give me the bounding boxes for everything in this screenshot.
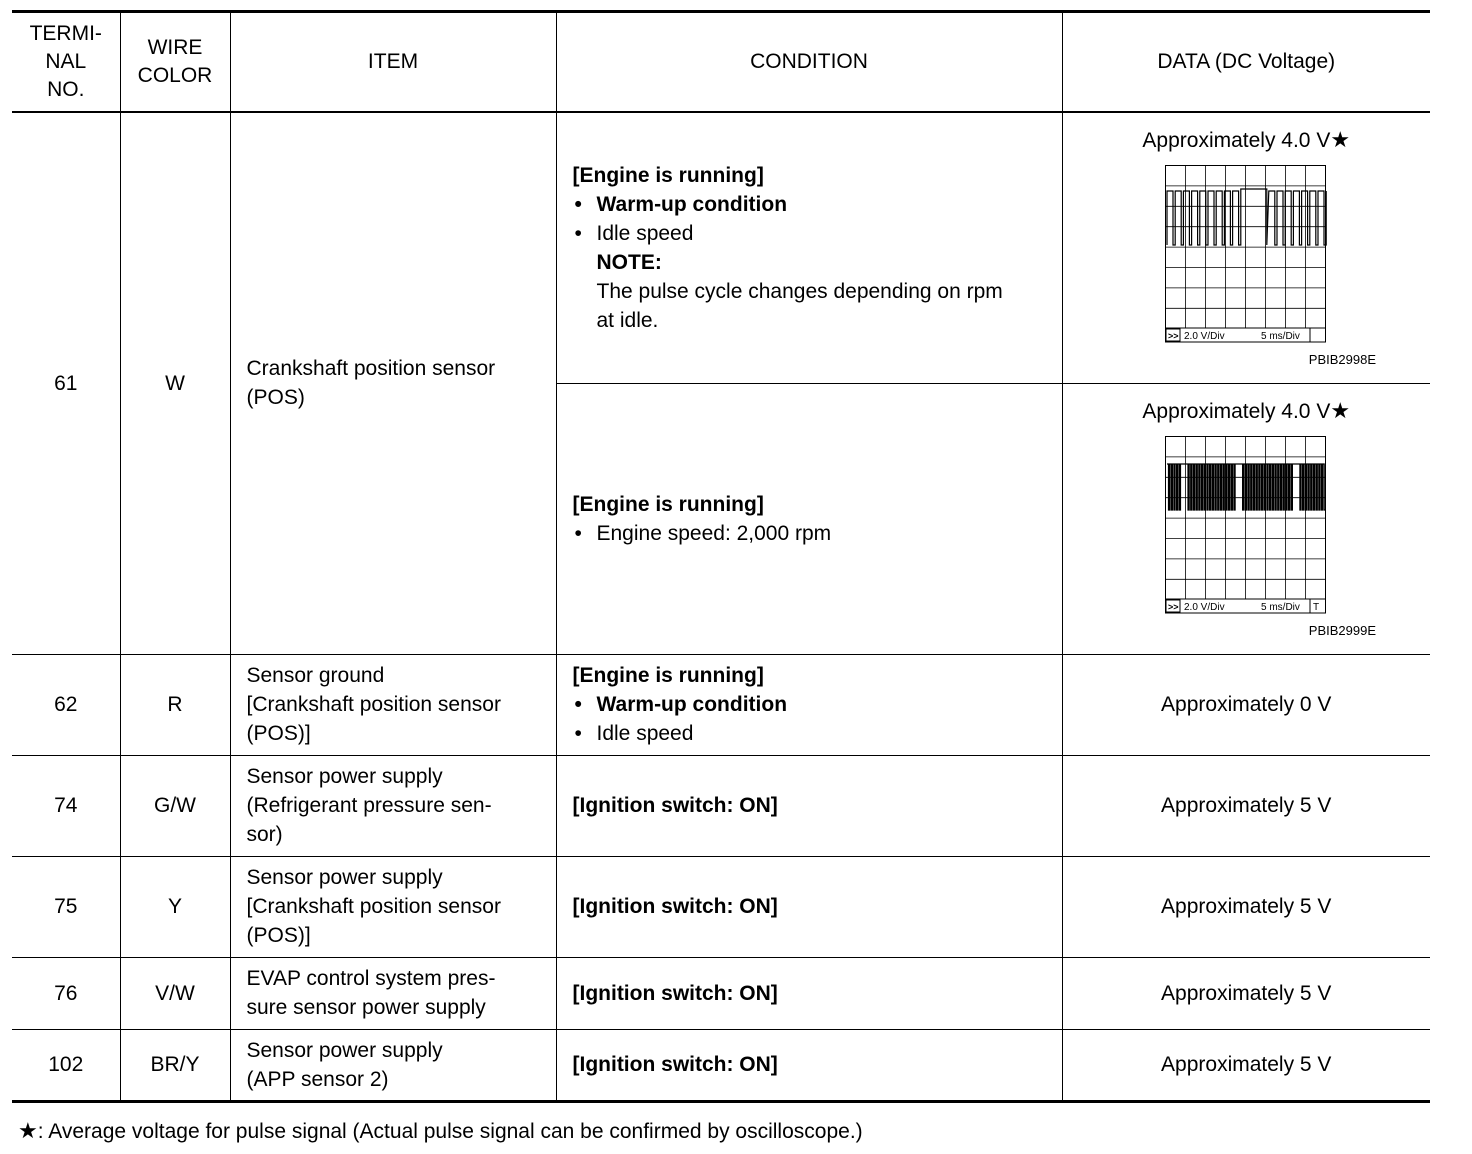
condition-bullet: • Idle speed <box>573 719 1052 748</box>
data-75: Approximately 5 V <box>1062 856 1430 957</box>
data-62: Approximately 0 V <box>1062 654 1430 755</box>
condition-bullet: • Engine speed: 2,000 rpm <box>573 519 1052 548</box>
condition-bullet: • Warm-up condition <box>573 190 1052 219</box>
svg-text:>>: >> <box>1167 330 1179 341</box>
header-terminal: TERMI- NAL NO. <box>12 12 120 112</box>
item-75: Sensor power supply [Crankshaft position sensor (POS)] <box>230 856 556 957</box>
data-102: Approximately 5 V <box>1062 1029 1430 1101</box>
condition-61-2000rpm <box>556 383 1062 654</box>
item-61: Crankshaft position sensor (POS) <box>230 112 556 655</box>
terminal-75: 75 <box>12 856 120 957</box>
wire-102: BR/Y <box>120 1029 230 1101</box>
condition-heading: [Engine is running] <box>572 664 764 687</box>
terminal-74: 74 <box>12 755 120 856</box>
header-wire-color: WIRE COLOR <box>120 12 230 112</box>
condition-heading: [Engine is running] <box>572 163 764 187</box>
note-label: NOTE: <box>596 250 662 274</box>
scale-volts: 2.0 V/Div <box>1183 601 1225 613</box>
item-76: EVAP control system pres- sure sensor power supply <box>230 957 556 1029</box>
header-row <box>12 12 1430 112</box>
condition-62 <box>556 654 1062 755</box>
condition-76: [Ignition switch: ON] <box>556 957 1062 1029</box>
condition-75: [Ignition switch: ON] <box>556 856 1062 957</box>
footnote <box>18 1117 863 1146</box>
data-74: Approximately 5 V <box>1062 755 1430 856</box>
data-76: Approximately 5 V <box>1062 957 1430 1029</box>
condition-bullet: • Idle speed <box>573 219 1052 248</box>
svg-text:>>: >> <box>1167 601 1179 612</box>
condition-bullet: • Warm-up condition <box>573 690 1052 719</box>
figure-id: PBIB2999E <box>1308 622 1376 638</box>
star-icon: ★ <box>18 1118 38 1143</box>
footnote-text: : Average voltage for pulse signal (Actual pulse signal can be confirmed by oscilloscope.) <box>37 1120 863 1143</box>
header-item: ITEM <box>230 12 556 112</box>
trigger-mark: T <box>1312 601 1319 613</box>
terminal-76: 76 <box>12 957 120 1029</box>
star-icon: ★ <box>1330 397 1351 423</box>
item-74: Sensor power supply (Refrigerant pressure sen- sor) <box>230 755 556 856</box>
voltage-value: Approximately 4.0 V <box>1142 399 1331 423</box>
star-icon: ★ <box>1330 126 1351 152</box>
table-row <box>12 1029 1430 1101</box>
terminal-62: 62 <box>12 654 120 755</box>
terminal-102: 102 <box>12 1029 120 1101</box>
wire-61: W <box>120 112 230 655</box>
table-row <box>12 856 1430 957</box>
wire-76: V/W <box>120 957 230 1029</box>
note-text: The pulse cycle changes depending on rpm at idle. <box>596 279 1003 332</box>
scale-volts: 2.0 V/Div <box>1183 330 1225 342</box>
table-row <box>12 755 1430 856</box>
table-row <box>12 957 1430 1029</box>
item-62: Sensor ground [Crankshaft position sensor (POS)] <box>230 654 556 755</box>
oscilloscope-waveform-2000rpm <box>1165 436 1329 616</box>
table-row <box>12 112 1430 384</box>
header-data: DATA (DC Voltage) <box>1062 12 1430 112</box>
scale-time: 5 ms/Div <box>1260 601 1300 613</box>
figure-id: PBIB2998E <box>1308 351 1376 367</box>
condition-74: [Ignition switch: ON] <box>556 755 1062 856</box>
condition-heading: [Engine is running] <box>572 492 764 516</box>
voltage-value: Approximately 4.0 V <box>1142 128 1331 152</box>
terminal-61: 61 <box>12 112 120 655</box>
wire-74: G/W <box>120 755 230 856</box>
condition-61-idle <box>556 112 1062 384</box>
oscilloscope-waveform-idle <box>1165 165 1329 345</box>
scale-time: 5 ms/Div <box>1260 330 1300 342</box>
data-61-2000rpm <box>1062 383 1430 654</box>
wire-75: Y <box>120 856 230 957</box>
terminal-spec-table <box>12 10 1430 1103</box>
header-condition: CONDITION <box>556 12 1062 112</box>
wire-62: R <box>120 654 230 755</box>
condition-102: [Ignition switch: ON] <box>556 1029 1062 1101</box>
item-102: Sensor power supply (APP sensor 2) <box>230 1029 556 1101</box>
data-61-idle <box>1062 112 1430 384</box>
table-row <box>12 654 1430 755</box>
